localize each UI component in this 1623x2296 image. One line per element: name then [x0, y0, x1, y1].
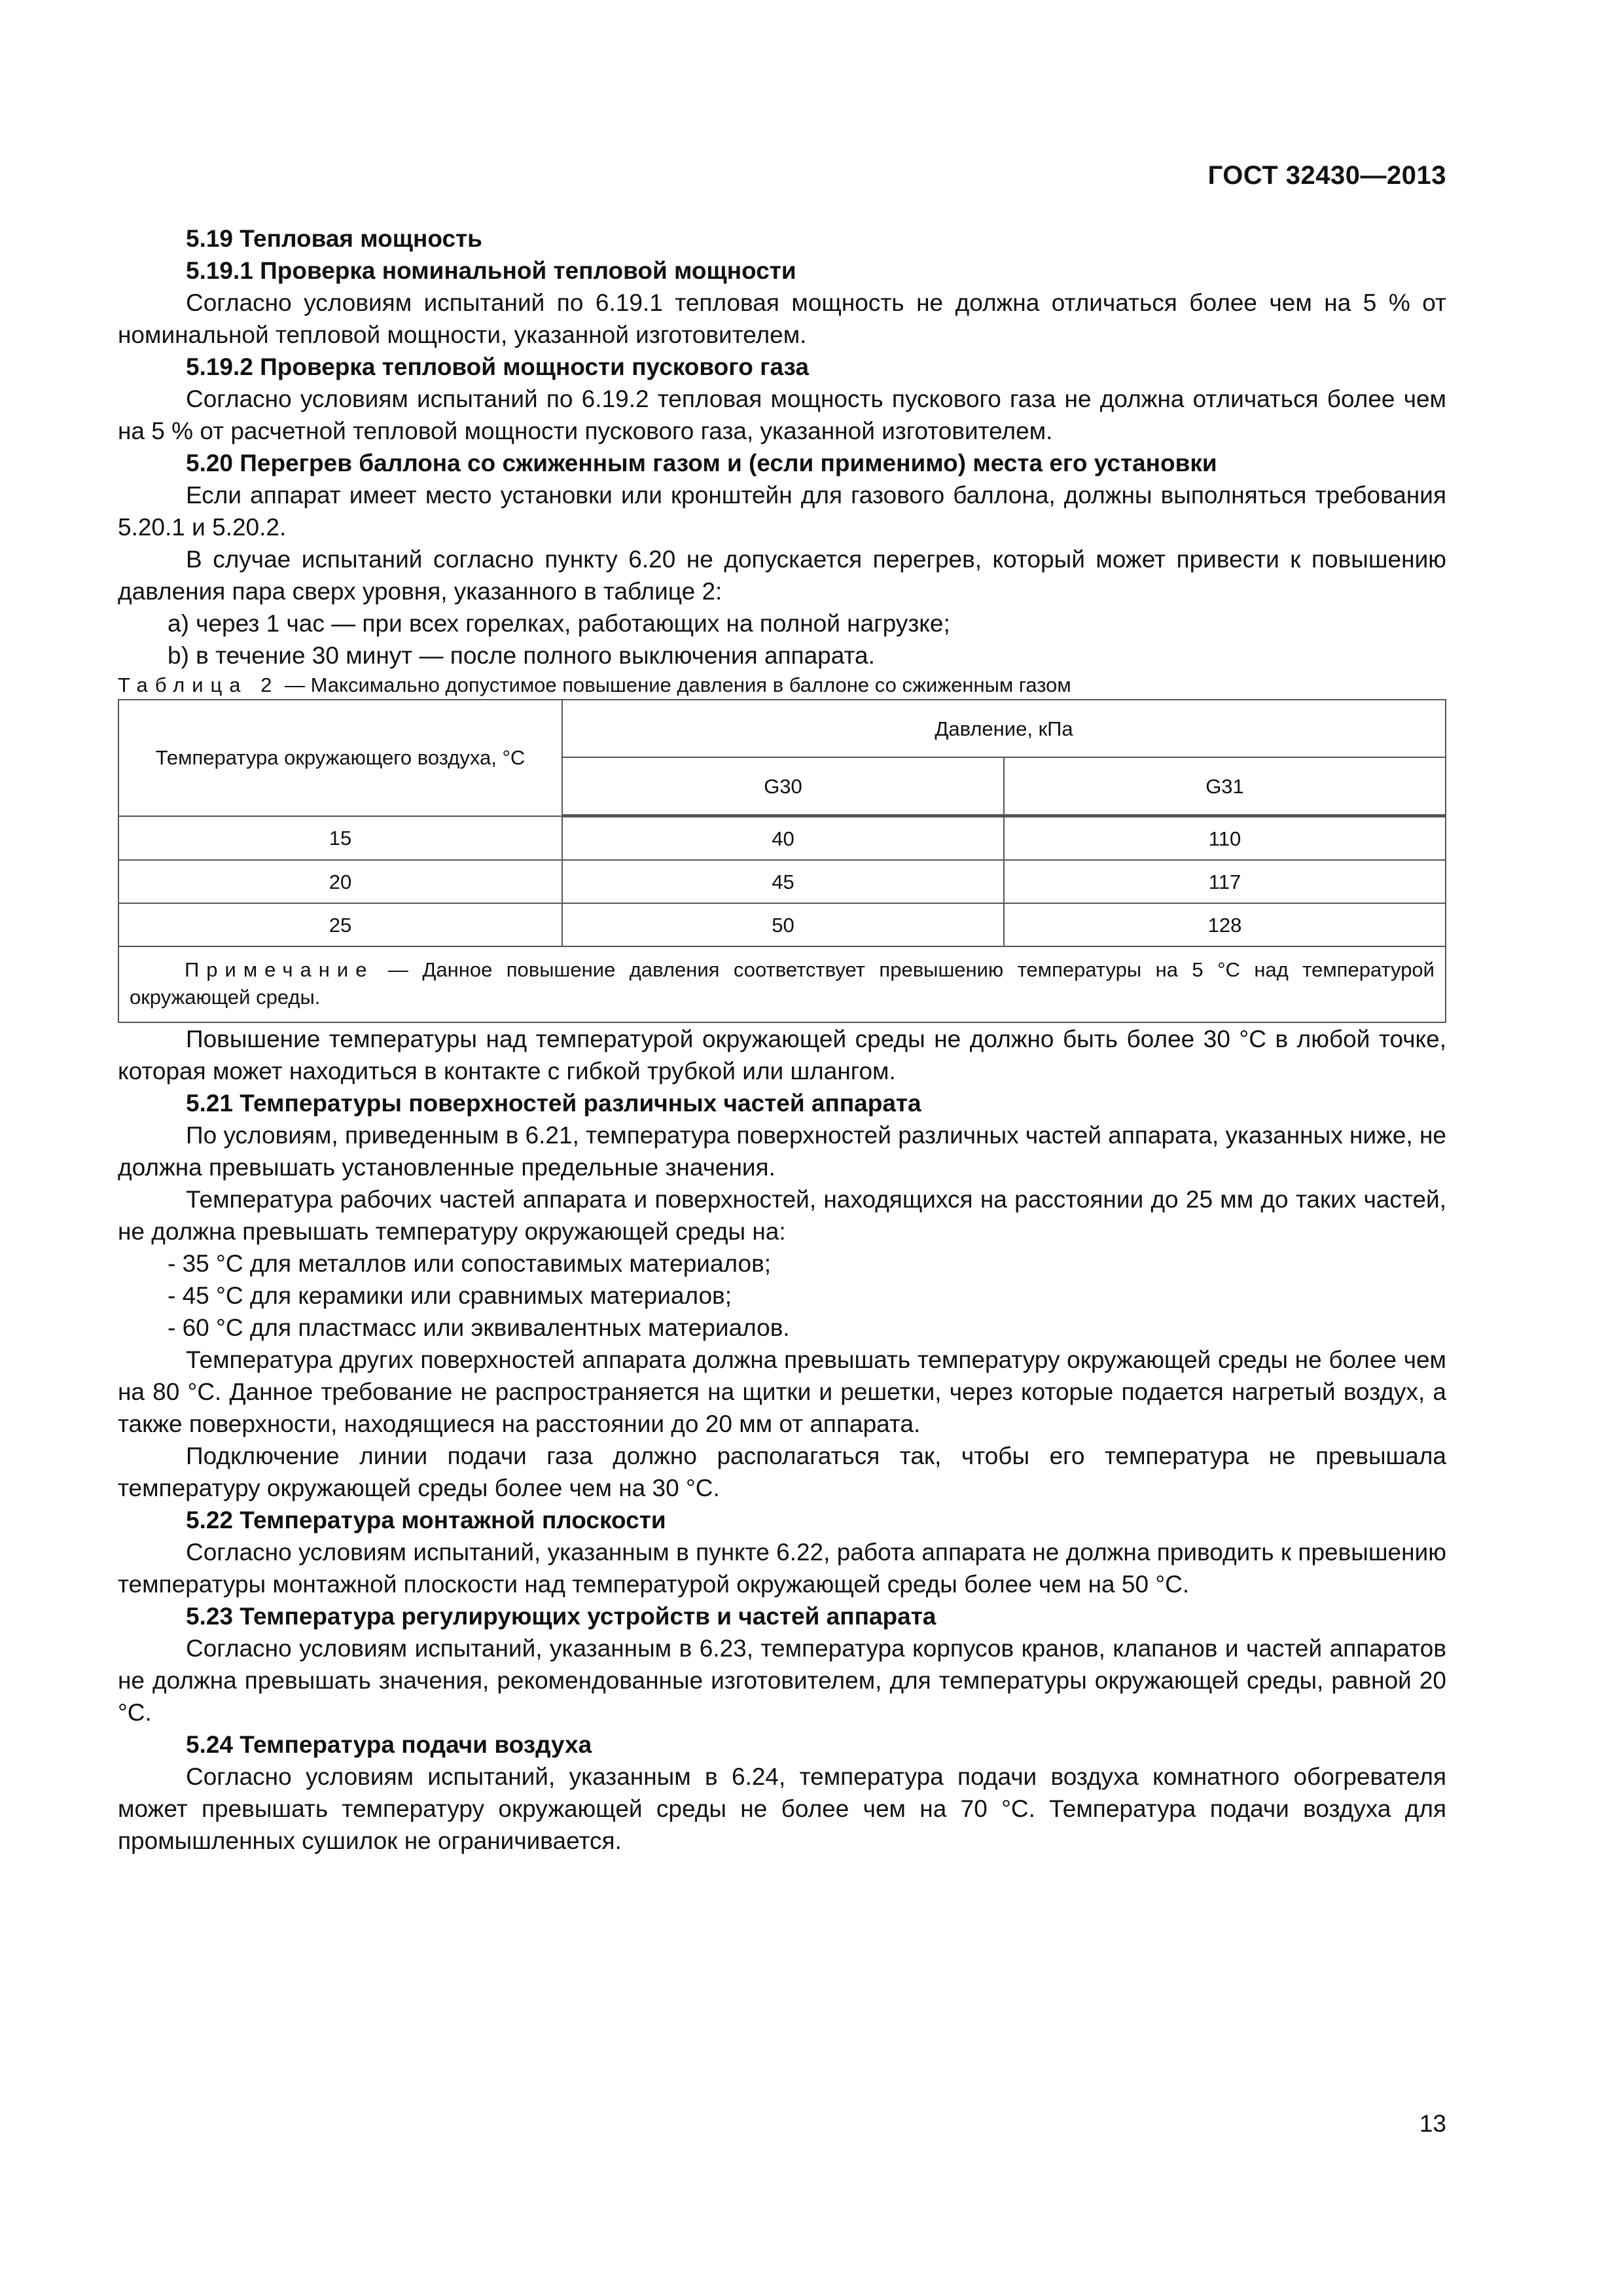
table-subheader-g31: G31: [1004, 757, 1446, 816]
section-5-23-title: 5.23 Температура регулирующих устройств и частей аппарата: [186, 1603, 936, 1630]
table-2-caption-text: — Максимально допустимое повышение давления в баллоне со сжиженным газом: [279, 673, 1071, 696]
section-5-23-text: Согласно условиям испытаний, указанным в 6.23, температура корпусов кранов, клапанов и частей аппаратов не должна превышать значения, рекомендованные изготовителем, для температуры окружающей среды, равной 20 °С.: [118, 1635, 1446, 1726]
section-5-21-title: 5.21 Температуры поверхностей различных частей аппарата: [186, 1090, 921, 1117]
section-5-20-paragraph-1: Если аппарат имеет место установки или кронштейн для газового баллона, должны выполняться требования 5.20.1 и 5.20.2.: [118, 482, 1446, 541]
section-5-20-after-table: Повышение температуры над температурой окружающей среды не должно быть более 30 °С в любой точке, которая может находиться в контакте с гибкой трубкой или шлангом.: [118, 1026, 1446, 1085]
table-row: [118, 816, 1446, 861]
section-5-24-title: 5.24 Температура подачи воздуха: [186, 1731, 592, 1758]
section-5-20-paragraph-2: В случае испытаний согласно пункту 6.20 не допускается перегрев, который может привести к повышению давления пара сверх уровня, указанного в таблице 2:: [118, 546, 1446, 605]
page-number: 13: [1419, 2110, 1446, 2137]
section-5-20-item-b: b) в течение 30 минут — после полного выключения аппарата.: [168, 642, 875, 669]
table-note: [118, 946, 1446, 1022]
table-header-pressure: [562, 700, 1446, 757]
table-cell-g30: 40: [562, 816, 1004, 861]
table-header-temperature-label: Температура окружающего воздуха, °С: [155, 746, 526, 770]
table-cell-g31: 110: [1004, 816, 1446, 861]
table-row: [118, 860, 1446, 903]
table-2-caption: [118, 672, 1446, 699]
table-cell-g30: 50: [562, 903, 1004, 946]
section-5-21-paragraph-1: По условиям, приведенным в 6.21, температура поверхностей различных частей аппарата, указанных ниже, не должна превышать установленные предельные значения.: [118, 1122, 1446, 1181]
section-5-21-dash-item: - 45 °С для керамики или сравнимых материалов;: [168, 1282, 732, 1309]
table-cell-temp: 25: [118, 903, 562, 946]
table-2: [118, 699, 1446, 1023]
section-5-21-paragraph-2: Температура рабочих частей аппарата и поверхностей, находящихся на расстоянии до 25 мм до таких частей, не должна превышать температуру окружающей среды на:: [118, 1186, 1446, 1245]
section-5-21-dash-item: - 35 °С для металлов или сопоставимых материалов;: [168, 1250, 772, 1277]
section-5-21-dash-item: - 60 °С для пластмасс или эквивалентных материалов.: [168, 1314, 790, 1341]
section-5-19-2-text: Согласно условиям испытаний по 6.19.2 тепловая мощность пускового газа не должна отличаться более чем на 5 % от расчетной тепловой мощности пускового газа, указанной изготовителем.: [118, 386, 1446, 444]
section-5-20-title: 5.20 Перегрев баллона со сжиженным газом и (если применимо) места его установки: [186, 450, 1217, 476]
document-id: ГОСТ 32430—2013: [1207, 161, 1446, 190]
table-subheader-g30: G30: [562, 757, 1004, 816]
section-5-19-title: 5.19 Тепловая мощность: [186, 225, 482, 252]
section-5-20-item-a: a) через 1 час — при всех горелках, работающих на полной нагрузке;: [168, 610, 950, 637]
table-header-pressure-label: Давление, кПа: [935, 717, 1073, 740]
table-cell-g30: 45: [562, 860, 1004, 903]
page-content: [118, 223, 1446, 1857]
table-cell-temp: 20: [118, 860, 562, 903]
section-5-19-1-text: Согласно условиям испытаний по 6.19.1 тепловая мощность не должна отличаться более чем на 5 % от номинальной тепловой мощности, указанной изготовителем.: [118, 289, 1446, 348]
section-5-19-1-title: 5.19.1 Проверка номинальной тепловой мощности: [186, 257, 796, 284]
table-header-temperature: [118, 700, 562, 816]
table-note-label: Примечание: [185, 958, 374, 981]
table-row: [118, 903, 1446, 946]
table-cell-g31: 117: [1004, 860, 1446, 903]
section-5-24-text: Согласно условиям испытаний, указанным в 6.24, температура подачи воздуха комнатного обогревателя может превышать температуру окружающей среды не более чем на 70 °С. Температура подачи воздуха для промышленных сушилок не ограничивается.: [118, 1763, 1446, 1854]
section-5-22-title: 5.22 Температура монтажной плоскости: [186, 1507, 666, 1534]
table-cell-temp: 15: [118, 816, 562, 861]
table-2-caption-label: Таблица 2: [118, 673, 279, 696]
table-note-text: — Данное повышение давления соответствует превышению температуры на 5 °С над температурой окружающей среды.: [130, 958, 1435, 1009]
section-5-21-paragraph-3: Температура других поверхностей аппарата должна превышать температуру окружающей среды не более чем на 80 °С. Данное требование не распространяется на щитки и решетки, через которые подается нагретый воздух, а также поверхности, находящиеся на расстоянии до 20 мм от аппарата.: [118, 1346, 1446, 1437]
section-5-19-2-title: 5.19.2 Проверка тепловой мощности пускового газа: [186, 353, 809, 380]
section-5-21-paragraph-4: Подключение линии подачи газа должно располагаться так, чтобы его температура не превышала температуру окружающей среды более чем на 30 °С.: [118, 1443, 1446, 1501]
table-cell-g31: 128: [1004, 903, 1446, 946]
section-5-22-text: Согласно условиям испытаний, указанным в пункте 6.22, работа аппарата не должна приводить к превышению температуры монтажной плоскости над температурой окружающей среды более чем на 50 °С.: [118, 1539, 1446, 1598]
